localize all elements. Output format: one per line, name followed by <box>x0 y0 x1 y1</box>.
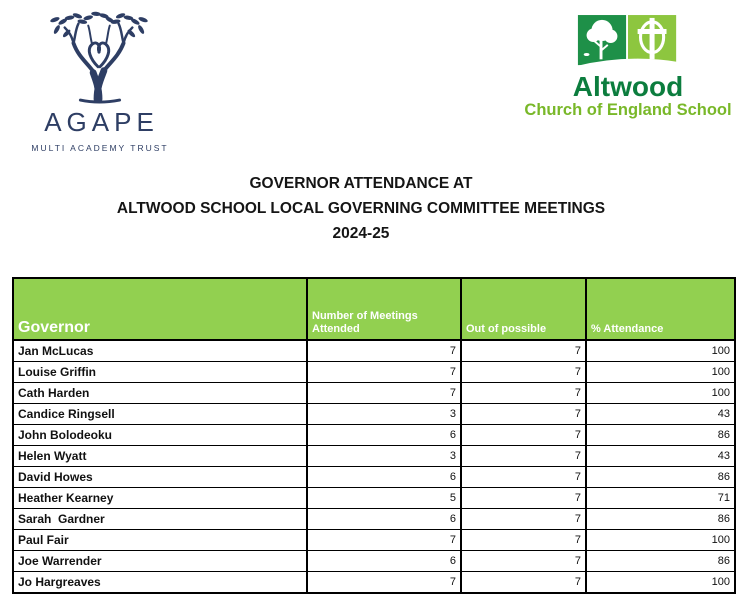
column-header-meetings-attended: Number of Meetings Attended <box>307 278 461 340</box>
column-header-percent-attendance: % Attendance <box>586 278 735 340</box>
governor-name: Jan McLucas <box>13 340 307 362</box>
title-line-1: GOVERNOR ATTENDANCE AT <box>249 175 473 192</box>
attendance-percent-value: 71 <box>586 488 735 509</box>
altwood-logo-subtitle: Church of England School <box>524 101 732 120</box>
table-row <box>13 551 735 572</box>
table-row <box>13 362 735 383</box>
governor-name: Paul Fair <box>13 530 307 551</box>
out-of-possible-value: 7 <box>461 551 586 572</box>
meetings-attended-value: 6 <box>307 551 461 572</box>
governor-name: David Howes <box>13 467 307 488</box>
meetings-attended-value: 7 <box>307 530 461 551</box>
table-row <box>13 488 735 509</box>
attendance-percent-value: 86 <box>586 509 735 530</box>
table-row <box>13 467 735 488</box>
attendance-percent-value: 43 <box>586 404 735 425</box>
meetings-attended-value: 6 <box>307 509 461 530</box>
out-of-possible-value: 7 <box>461 340 586 362</box>
table-header-row <box>13 278 735 340</box>
governor-name: Helen Wyatt <box>13 446 307 467</box>
title-line-2: ALTWOOD SCHOOL LOCAL GOVERNING COMMITTEE MEETINGS <box>116 200 606 217</box>
attendance-percent-value: 86 <box>586 551 735 572</box>
meetings-attended-value: 7 <box>307 340 461 362</box>
table-row <box>13 404 735 425</box>
table-row <box>13 446 735 467</box>
out-of-possible-value: 7 <box>461 446 586 467</box>
out-of-possible-value: 7 <box>461 362 586 383</box>
meetings-attended-value: 7 <box>307 362 461 383</box>
governor-name: Heather Kearney <box>13 488 307 509</box>
out-of-possible-value: 7 <box>461 425 586 446</box>
governor-name: Sarah Gardner <box>13 509 307 530</box>
column-header-out-of-possible: Out of possible <box>461 278 586 340</box>
out-of-possible-value: 7 <box>461 509 586 530</box>
out-of-possible-value: 7 <box>461 572 586 594</box>
attendance-percent-value: 100 <box>586 530 735 551</box>
table-row <box>13 383 735 404</box>
out-of-possible-value: 7 <box>461 404 586 425</box>
meetings-attended-value: 5 <box>307 488 461 509</box>
table-row <box>13 572 735 594</box>
title-line-3: 2024-25 <box>332 225 390 242</box>
altwood-crest-icon <box>576 14 680 70</box>
table-row <box>13 340 735 362</box>
agape-tree-icon <box>45 6 153 104</box>
out-of-possible-value: 7 <box>461 383 586 404</box>
table-row <box>13 530 735 551</box>
agape-logo-title: AGAPE <box>44 107 159 137</box>
altwood-logo <box>518 14 738 120</box>
meetings-attended-value: 3 <box>307 446 461 467</box>
attendance-percent-value: 100 <box>586 383 735 404</box>
meetings-attended-value: 7 <box>307 383 461 404</box>
governor-name: Cath Harden <box>13 383 307 404</box>
attendance-percent-value: 86 <box>586 467 735 488</box>
out-of-possible-value: 7 <box>461 530 586 551</box>
meetings-attended-value: 7 <box>307 572 461 594</box>
governor-name: John Bolodeoku <box>13 425 307 446</box>
attendance-percent-value: 100 <box>586 340 735 362</box>
governor-name: Jo Hargreaves <box>13 572 307 594</box>
governor-name: Louise Griffin <box>13 362 307 383</box>
meetings-attended-value: 6 <box>307 467 461 488</box>
attendance-percent-value: 86 <box>586 425 735 446</box>
attendance-percent-value: 100 <box>586 362 735 383</box>
attendance-percent-value: 100 <box>586 572 735 594</box>
document-title <box>0 171 722 246</box>
table-row <box>13 509 735 530</box>
governor-name: Joe Warrender <box>13 551 307 572</box>
out-of-possible-value: 7 <box>461 467 586 488</box>
column-header-governor: Governor <box>13 278 307 340</box>
attendance-percent-value: 43 <box>586 446 735 467</box>
altwood-logo-title: Altwood <box>572 71 684 102</box>
table-row <box>13 425 735 446</box>
attendance-table <box>12 277 736 594</box>
agape-logo-subtitle: MULTI ACADEMY TRUST <box>31 143 169 153</box>
governor-name: Candice Ringsell <box>13 404 307 425</box>
out-of-possible-value: 7 <box>461 488 586 509</box>
agape-logo <box>25 6 173 153</box>
meetings-attended-value: 6 <box>307 425 461 446</box>
meetings-attended-value: 3 <box>307 404 461 425</box>
